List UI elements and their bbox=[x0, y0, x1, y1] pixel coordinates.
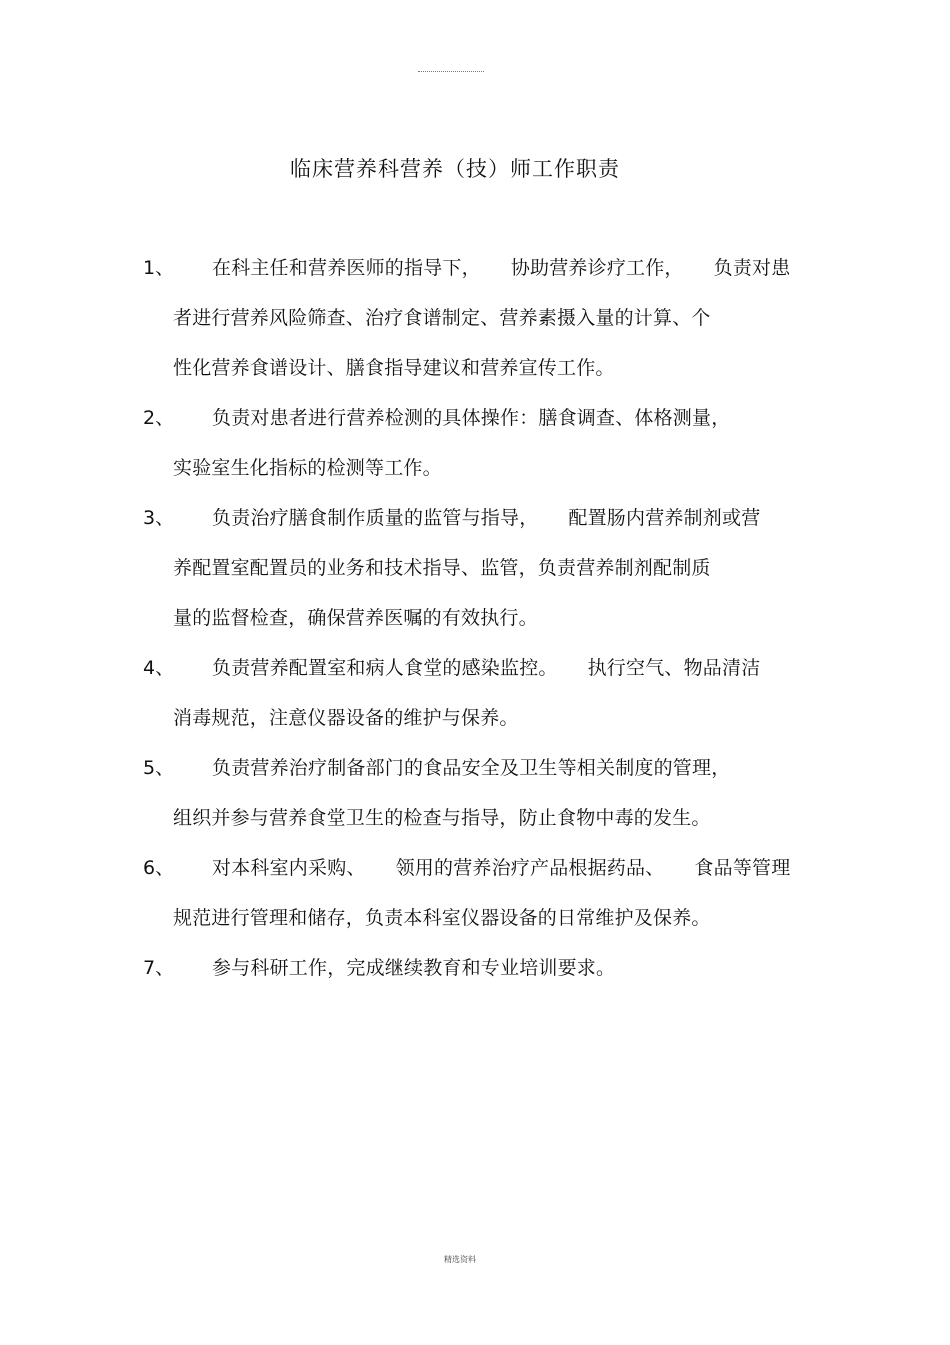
duty-item-text: 负责营养治疗制备部门的食品安全及卫生等相关制度的管理， bbox=[212, 757, 731, 779]
duty-item-text: 执行空气、物品清洁 bbox=[587, 657, 761, 679]
duty-item-number: 1、 bbox=[143, 257, 175, 279]
duty-item-text: 负责治疗膳食制作质量的监管与指导， bbox=[212, 507, 539, 529]
duty-item-text: 参与科研工作，完成继续教育和专业培训要求。 bbox=[212, 957, 616, 979]
duty-item-text: 对本科室内采购、 bbox=[212, 857, 366, 879]
duty-item bbox=[143, 853, 823, 953]
duty-item-line bbox=[143, 553, 823, 583]
duty-item-text: 负责营养配置室和病人食堂的感染监控。 bbox=[212, 657, 558, 679]
duty-item-number: 5、 bbox=[143, 757, 175, 779]
duty-item-number: 3、 bbox=[143, 507, 175, 529]
duty-item bbox=[143, 953, 823, 1003]
duty-item-line bbox=[143, 803, 823, 833]
duty-item-number: 2、 bbox=[143, 407, 175, 429]
duty-item-number: 7、 bbox=[143, 957, 175, 979]
duty-item bbox=[143, 253, 823, 403]
duty-item-text: 食品等管理 bbox=[694, 857, 791, 879]
duty-item-text: 者进行营养风险筛查、治疗食谱制定、营养素摄入量的计算、个 bbox=[173, 307, 711, 329]
footer-label: 精选资料 bbox=[444, 1255, 476, 1264]
duty-item bbox=[143, 503, 823, 653]
duty-item-number: 4、 bbox=[143, 657, 175, 679]
header-dotted-rule bbox=[418, 71, 484, 72]
duty-item-text: 负责对患者进行营养检测的具体操作：膳食调查、体格测量， bbox=[212, 407, 731, 429]
duty-item-text: 性化营养食谱设计、膳食指导建议和营养宣传工作。 bbox=[173, 357, 615, 379]
duty-item-line bbox=[143, 603, 823, 633]
duty-item-text: 领用的营养治疗产品根据药品、 bbox=[395, 857, 665, 879]
duty-item-line bbox=[143, 953, 823, 983]
document-title: 临床营养科营养（技）师工作职责 bbox=[290, 157, 620, 181]
duty-item-text: 配置肠内营养制剂或营 bbox=[568, 507, 761, 529]
duty-item-text: 养配置室配置员的业务和技术指导、监管，负责营养制剂配制质 bbox=[173, 557, 711, 579]
duty-item-line bbox=[143, 403, 823, 433]
duty-item-text: 消毒规范，注意仪器设备的维护与保养。 bbox=[173, 707, 519, 729]
duty-item-line bbox=[143, 653, 823, 683]
duty-item-text: 协助营养诊疗工作， bbox=[510, 257, 684, 279]
duty-item bbox=[143, 403, 823, 503]
duty-item-line bbox=[143, 453, 823, 483]
duty-item-line bbox=[143, 753, 823, 783]
duty-item-text: 负责对患 bbox=[713, 257, 791, 279]
duty-item-line bbox=[143, 253, 823, 283]
duty-item-line bbox=[143, 303, 823, 333]
duty-item bbox=[143, 753, 823, 853]
duty-item-text: 量的监督检查，确保营养医嘱的有效执行。 bbox=[173, 607, 538, 629]
duty-item-line bbox=[143, 853, 823, 883]
duty-item-text: 实验室生化指标的检测等工作。 bbox=[173, 457, 442, 479]
duty-item-text: 在科主任和营养医师的指导下， bbox=[212, 257, 481, 279]
duty-item-line bbox=[143, 353, 823, 383]
duty-item-line bbox=[143, 703, 823, 733]
duty-item-text: 规范进行管理和储存，负责本科室仪器设备的日常维护及保养。 bbox=[173, 907, 711, 929]
duty-item-text: 组织并参与营养食堂卫生的检查与指导，防止食物中毒的发生。 bbox=[173, 807, 711, 829]
duty-item bbox=[143, 653, 823, 753]
duty-item-line bbox=[143, 903, 823, 933]
duty-item-number: 6、 bbox=[143, 857, 175, 879]
duty-item-line bbox=[143, 503, 823, 533]
